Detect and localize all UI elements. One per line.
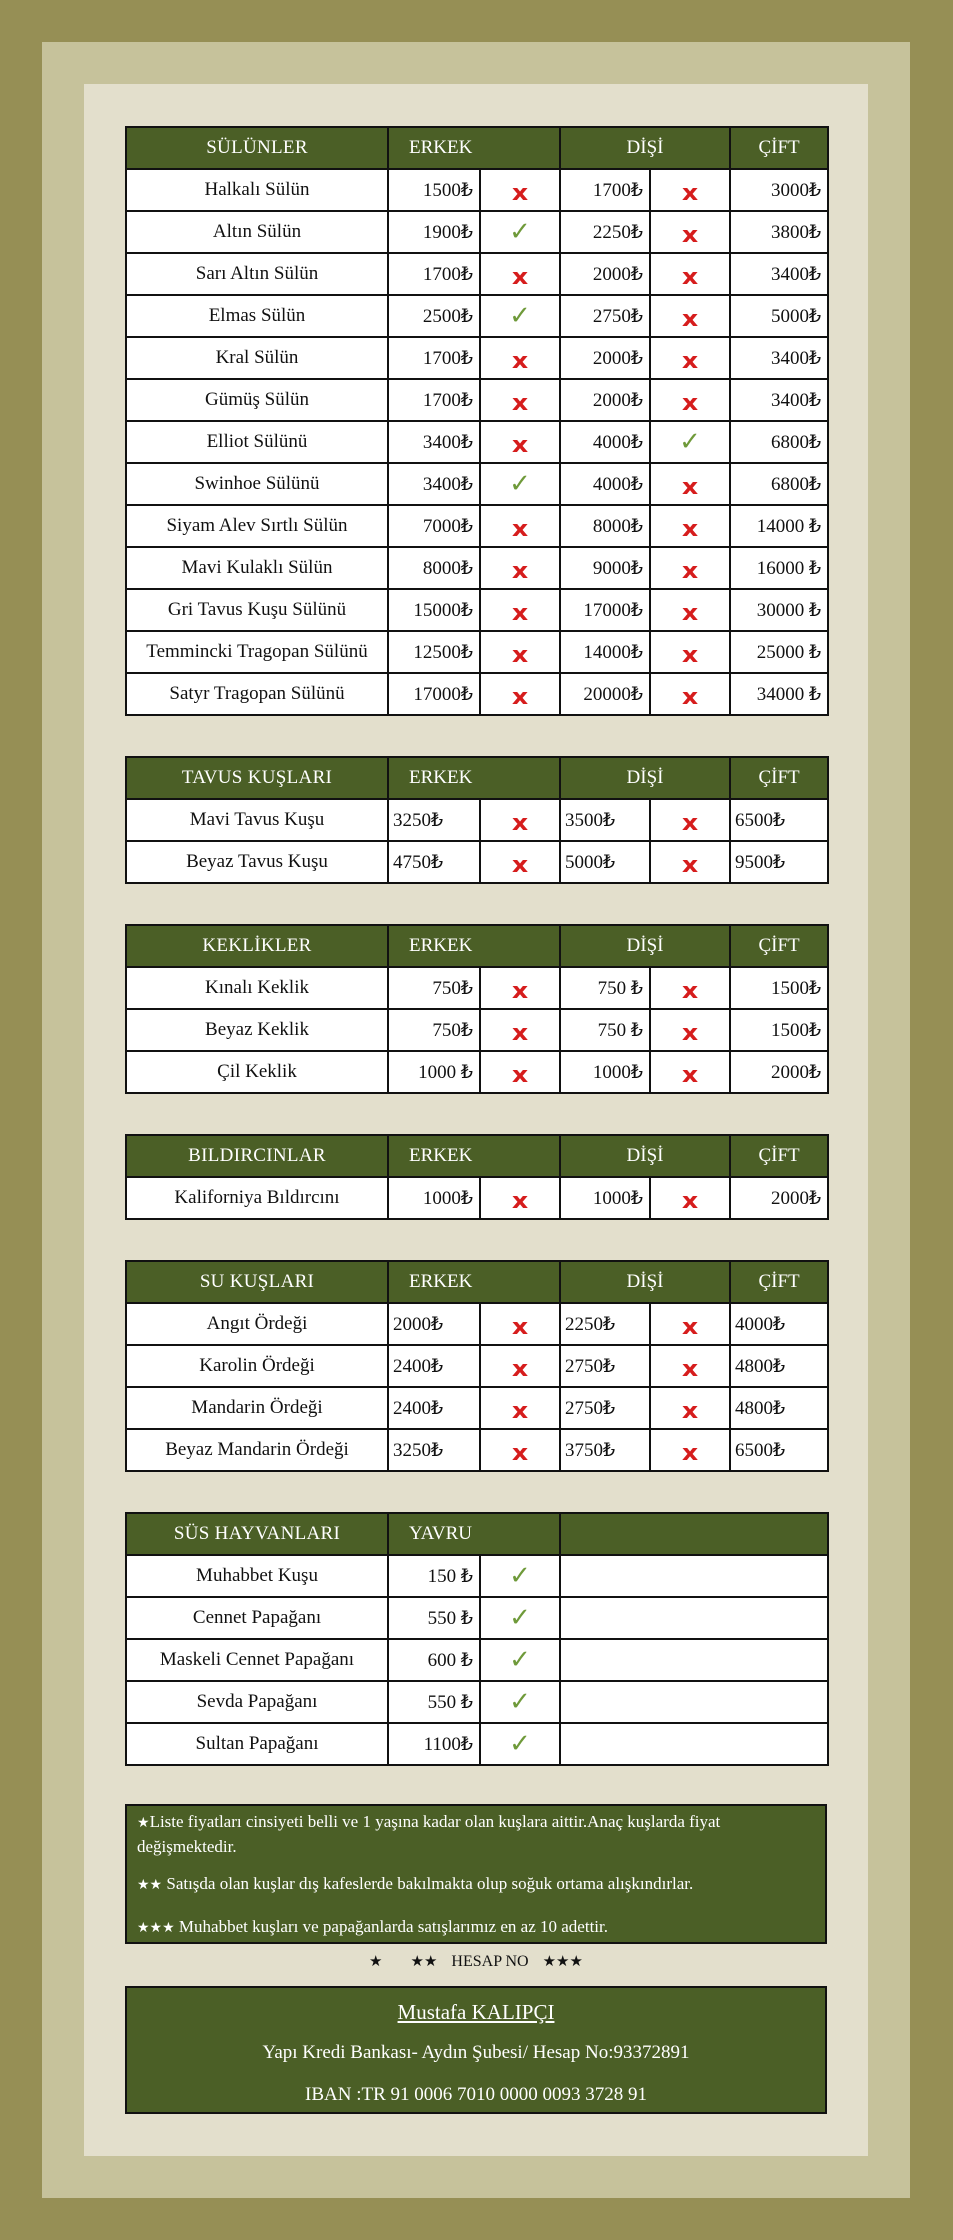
erkek-price: 2000₺ <box>388 1303 480 1345</box>
bird-name: Satyr Tragopan Sülünü <box>126 673 388 715</box>
check-icon: ✓ <box>509 1687 531 1717</box>
yavru-price: 1100₺ <box>388 1723 480 1765</box>
table-row <box>126 421 828 463</box>
erkek-price: 1500₺ <box>388 169 480 211</box>
cross-icon: x <box>511 348 529 374</box>
disi-header: DİŞİ <box>560 757 730 799</box>
erkek-header: ERKEK <box>388 1135 560 1177</box>
cross-icon: x <box>511 852 529 878</box>
disi-header: DİŞİ <box>560 1135 730 1177</box>
table-row <box>126 547 828 589</box>
availability-cell <box>480 169 560 211</box>
bird-name: Temmincki Tragopan Sülünü <box>126 631 388 673</box>
pet-name: Muhabbet Kuşu <box>126 1555 388 1597</box>
availability-cell <box>650 1345 730 1387</box>
availability-cell <box>650 421 730 463</box>
cross-icon: x <box>511 390 529 416</box>
availability-cell <box>480 253 560 295</box>
availability-cell <box>650 1177 730 1219</box>
cross-icon: x <box>511 180 529 206</box>
table-row <box>126 337 828 379</box>
erkek-price: 1000₺ <box>388 1177 480 1219</box>
table-row <box>126 1723 828 1765</box>
bird-name: Gümüş Sülün <box>126 379 388 421</box>
availability-cell <box>650 337 730 379</box>
erkek-price: 7000₺ <box>388 505 480 547</box>
availability-cell <box>650 673 730 715</box>
cross-icon: x <box>511 684 529 710</box>
two-stars-icon: ★★ <box>137 1877 163 1893</box>
cift-header: ÇİFT <box>730 127 828 169</box>
check-icon: ✓ <box>509 1729 531 1759</box>
cift-price: 6800₺ <box>730 421 828 463</box>
availability-cell <box>650 547 730 589</box>
availability-cell <box>480 211 560 253</box>
section-title: SÜLÜNLER <box>126 127 388 169</box>
check-icon: ✓ <box>679 427 701 457</box>
table-row <box>126 463 828 505</box>
availability-cell <box>480 967 560 1009</box>
erkek-price: 2400₺ <box>388 1387 480 1429</box>
bird-name: Beyaz Tavus Kuşu <box>126 841 388 883</box>
yavru-price: 600 ₺ <box>388 1639 480 1681</box>
yavru-price: 550 ₺ <box>388 1681 480 1723</box>
disi-price: 2000₺ <box>560 379 650 421</box>
bird-name: Siyam Alev Sırtlı Sülün <box>126 505 388 547</box>
disi-price: 2000₺ <box>560 337 650 379</box>
availability-cell <box>650 253 730 295</box>
availability-cell <box>650 1009 730 1051</box>
cross-icon: x <box>681 1440 699 1466</box>
bird-name: Kaliforniya Bıldırcını <box>126 1177 388 1219</box>
erkek-price: 4750₺ <box>388 841 480 883</box>
cift-price: 6500₺ <box>730 799 828 841</box>
availability-cell <box>480 799 560 841</box>
star-icon: ★ <box>369 1952 383 1970</box>
cross-icon: x <box>511 432 529 458</box>
cross-icon: x <box>511 1314 529 1340</box>
cift-price: 3800₺ <box>730 211 828 253</box>
availability-cell <box>650 211 730 253</box>
disi-price: 2250₺ <box>560 211 650 253</box>
empty-cell <box>560 1681 828 1723</box>
bird-name: Çil Keklik <box>126 1051 388 1093</box>
availability-cell <box>480 337 560 379</box>
table-row <box>126 505 828 547</box>
price-table <box>125 1134 829 1220</box>
check-icon: ✓ <box>509 1603 531 1633</box>
availability-cell <box>480 1051 560 1093</box>
table-header <box>126 1513 828 1555</box>
bird-name: Beyaz Keklik <box>126 1009 388 1051</box>
table-row <box>126 673 828 715</box>
erkek-price: 1700₺ <box>388 253 480 295</box>
three-stars-icon: ★★★ <box>137 1920 175 1936</box>
bird-name: Sarı Altın Sülün <box>126 253 388 295</box>
disi-price: 9000₺ <box>560 547 650 589</box>
cross-icon: x <box>681 516 699 542</box>
cross-icon: x <box>681 810 699 836</box>
cift-price: 14000 ₺ <box>730 505 828 547</box>
disi-price: 5000₺ <box>560 841 650 883</box>
disi-price: 750 ₺ <box>560 967 650 1009</box>
cross-icon: x <box>681 600 699 626</box>
check-icon: ✓ <box>509 217 531 247</box>
disi-price: 2750₺ <box>560 295 650 337</box>
cross-icon: x <box>511 642 529 668</box>
disi-price: 4000₺ <box>560 421 650 463</box>
disi-header: DİŞİ <box>560 925 730 967</box>
disi-price: 2000₺ <box>560 253 650 295</box>
cross-icon: x <box>681 348 699 374</box>
price-table <box>125 924 829 1094</box>
cift-price: 1500₺ <box>730 967 828 1009</box>
table-row <box>126 589 828 631</box>
availability-cell <box>650 463 730 505</box>
cross-icon: x <box>681 1062 699 1088</box>
bird-name: Halkalı Sülün <box>126 169 388 211</box>
section-title: BILDIRCINLAR <box>126 1135 388 1177</box>
disi-price: 2250₺ <box>560 1303 650 1345</box>
erkek-price: 750₺ <box>388 967 480 1009</box>
check-icon: ✓ <box>509 1645 531 1675</box>
star-icon: ★ <box>137 1815 150 1831</box>
table-row <box>126 1429 828 1471</box>
bird-name: Mavi Kulaklı Sülün <box>126 547 388 589</box>
note-3: ★★★ Muhabbet kuşları ve papağanlarda satışlarımız en az 10 adettir. <box>137 1917 608 1936</box>
cift-price: 4800₺ <box>730 1345 828 1387</box>
availability-cell <box>650 799 730 841</box>
cross-icon: x <box>681 684 699 710</box>
table-row <box>126 169 828 211</box>
availability-cell <box>480 1723 560 1765</box>
erkek-price: 3250₺ <box>388 799 480 841</box>
bird-name: Altın Sülün <box>126 211 388 253</box>
availability-cell <box>650 1051 730 1093</box>
bird-name: Kınalı Keklik <box>126 967 388 1009</box>
cross-icon: x <box>681 1398 699 1424</box>
price-table <box>125 126 829 716</box>
cross-icon: x <box>511 558 529 584</box>
bird-name: Karolin Ördeği <box>126 1345 388 1387</box>
disi-price: 2750₺ <box>560 1387 650 1429</box>
table-row <box>126 295 828 337</box>
disi-price: 17000₺ <box>560 589 650 631</box>
cift-price: 2000₺ <box>730 1051 828 1093</box>
price-table <box>125 1512 829 1766</box>
erkek-price: 3250₺ <box>388 1429 480 1471</box>
table-row <box>126 1387 828 1429</box>
empty-header <box>560 1513 828 1555</box>
table-header <box>126 1261 828 1303</box>
availability-cell <box>650 967 730 1009</box>
iban: IBAN :TR 91 0006 7010 0000 0093 3728 91 <box>305 2084 647 2105</box>
bird-name: Mandarin Ördeği <box>126 1387 388 1429</box>
availability-cell <box>480 547 560 589</box>
empty-cell <box>560 1597 828 1639</box>
cift-header: ÇİFT <box>730 1261 828 1303</box>
bird-name: Mavi Tavus Kuşu <box>126 799 388 841</box>
cift-price: 3400₺ <box>730 253 828 295</box>
cross-icon: x <box>511 978 529 1004</box>
erkek-header: ERKEK <box>388 1261 560 1303</box>
cross-icon: x <box>511 1356 529 1382</box>
erkek-header: ERKEK <box>388 925 560 967</box>
table-row <box>126 967 828 1009</box>
cross-icon: x <box>681 1356 699 1382</box>
erkek-price: 1000 ₺ <box>388 1051 480 1093</box>
price-table <box>125 1260 829 1472</box>
table-row <box>126 1681 828 1723</box>
disi-price: 3750₺ <box>560 1429 650 1471</box>
availability-cell <box>480 1429 560 1471</box>
availability-cell <box>650 1429 730 1471</box>
price-table <box>125 756 829 884</box>
yavru-header: YAVRU <box>388 1513 560 1555</box>
erkek-price: 12500₺ <box>388 631 480 673</box>
cift-price: 4000₺ <box>730 1303 828 1345</box>
disi-header: DİŞİ <box>560 127 730 169</box>
erkek-price: 2400₺ <box>388 1345 480 1387</box>
cift-price: 6800₺ <box>730 463 828 505</box>
owner-name: Mustafa KALIPÇI <box>397 2000 555 2024</box>
availability-cell <box>480 1177 560 1219</box>
cift-header: ÇİFT <box>730 757 828 799</box>
disi-price: 3500₺ <box>560 799 650 841</box>
bank-account: Yapı Kredi Bankası- Aydın Şubesi/ Hesap No:93372891 <box>262 2042 690 2063</box>
erkek-price: 3400₺ <box>388 421 480 463</box>
availability-cell <box>650 1387 730 1429</box>
availability-cell <box>480 589 560 631</box>
table-row <box>126 841 828 883</box>
cift-price: 2000₺ <box>730 1177 828 1219</box>
table-row <box>126 631 828 673</box>
cross-icon: x <box>511 264 529 290</box>
availability-cell <box>650 841 730 883</box>
table-header <box>126 925 828 967</box>
bird-name: Swinhoe Sülünü <box>126 463 388 505</box>
erkek-price: 2500₺ <box>388 295 480 337</box>
table-row <box>126 1597 828 1639</box>
availability-cell <box>650 379 730 421</box>
cross-icon: x <box>681 852 699 878</box>
note-2: ★★ Satışda olan kuşlar dış kafeslerde bakılmakta olup soğuk ortama alışkındırlar. <box>137 1874 694 1893</box>
availability-cell <box>650 589 730 631</box>
table-row <box>126 1009 828 1051</box>
check-icon: ✓ <box>509 469 531 499</box>
availability-cell <box>480 673 560 715</box>
cross-icon: x <box>681 390 699 416</box>
availability-cell <box>480 421 560 463</box>
cift-price: 3000₺ <box>730 169 828 211</box>
availability-cell <box>650 169 730 211</box>
cross-icon: x <box>511 1440 529 1466</box>
cross-icon: x <box>681 978 699 1004</box>
section-title: TAVUS KUŞLARI <box>126 757 388 799</box>
bird-name: Kral Sülün <box>126 337 388 379</box>
empty-cell <box>560 1555 828 1597</box>
disi-price: 14000₺ <box>560 631 650 673</box>
cross-icon: x <box>511 600 529 626</box>
cross-icon: x <box>681 474 699 500</box>
table-header <box>126 757 828 799</box>
erkek-price: 17000₺ <box>388 673 480 715</box>
availability-cell <box>480 463 560 505</box>
cross-icon: x <box>511 810 529 836</box>
bird-name: Elliot Sülünü <box>126 421 388 463</box>
disi-price: 1000₺ <box>560 1177 650 1219</box>
check-icon: ✓ <box>509 301 531 331</box>
pet-name: Maskeli Cennet Papağanı <box>126 1639 388 1681</box>
cross-icon: x <box>681 1188 699 1214</box>
cross-icon: x <box>681 1314 699 1340</box>
table-row <box>126 211 828 253</box>
table-row <box>126 379 828 421</box>
table-row <box>126 253 828 295</box>
pet-name: Cennet Papağanı <box>126 1597 388 1639</box>
three-stars-icon: ★★★ <box>542 1952 583 1970</box>
yavru-price: 150 ₺ <box>388 1555 480 1597</box>
table-row <box>126 1051 828 1093</box>
erkek-price: 750₺ <box>388 1009 480 1051</box>
note-1: ★Liste fiyatları cinsiyeti belli ve 1 yaşına kadar olan kuşlara aittir.Anaç kuşlarda fiyat değişmektedir. <box>137 1812 721 1856</box>
table-row <box>126 1639 828 1681</box>
availability-cell <box>480 631 560 673</box>
pet-name: Sevda Papağanı <box>126 1681 388 1723</box>
cift-header: ÇİFT <box>730 1135 828 1177</box>
notes-box <box>125 1804 827 1944</box>
erkek-price: 1900₺ <box>388 211 480 253</box>
table-row <box>126 1345 828 1387</box>
section-title: KEKLİKLER <box>126 925 388 967</box>
erkek-header: ERKEK <box>388 757 560 799</box>
cift-price: 3400₺ <box>730 337 828 379</box>
availability-cell <box>480 1345 560 1387</box>
cross-icon: x <box>681 1020 699 1046</box>
availability-cell <box>480 1555 560 1597</box>
cross-icon: x <box>681 642 699 668</box>
table-header <box>126 127 828 169</box>
bird-name: Beyaz Mandarin Ördeği <box>126 1429 388 1471</box>
disi-header: DİŞİ <box>560 1261 730 1303</box>
availability-cell <box>650 505 730 547</box>
table-header <box>126 1135 828 1177</box>
disi-price: 1700₺ <box>560 169 650 211</box>
cross-icon: x <box>681 264 699 290</box>
table-row <box>126 799 828 841</box>
availability-cell <box>650 631 730 673</box>
availability-cell <box>480 295 560 337</box>
availability-cell <box>650 295 730 337</box>
cross-icon: x <box>511 1188 529 1214</box>
cross-icon: x <box>511 1020 529 1046</box>
hesap-label: HESAP NO <box>451 1953 529 1970</box>
disi-price: 2750₺ <box>560 1345 650 1387</box>
availability-cell <box>480 1303 560 1345</box>
cross-icon: x <box>511 1062 529 1088</box>
availability-cell <box>480 379 560 421</box>
disi-price: 4000₺ <box>560 463 650 505</box>
cift-price: 6500₺ <box>730 1429 828 1471</box>
availability-cell <box>480 1009 560 1051</box>
bird-name: Angıt Ördeği <box>126 1303 388 1345</box>
bird-name: Gri Tavus Kuşu Sülünü <box>126 589 388 631</box>
cift-price: 9500₺ <box>730 841 828 883</box>
erkek-price: 8000₺ <box>388 547 480 589</box>
cift-price: 16000 ₺ <box>730 547 828 589</box>
cift-price: 34000 ₺ <box>730 673 828 715</box>
disi-price: 8000₺ <box>560 505 650 547</box>
section-title: SU KUŞLARI <box>126 1261 388 1303</box>
cift-price: 3400₺ <box>730 379 828 421</box>
erkek-header: ERKEK <box>388 127 560 169</box>
cift-header: ÇİFT <box>730 925 828 967</box>
pet-name: Sultan Papağanı <box>126 1723 388 1765</box>
availability-cell <box>650 1303 730 1345</box>
cift-price: 5000₺ <box>730 295 828 337</box>
availability-cell <box>480 1387 560 1429</box>
cross-icon: x <box>511 1398 529 1424</box>
erkek-price: 15000₺ <box>388 589 480 631</box>
cross-icon: x <box>511 516 529 542</box>
table-row <box>126 1555 828 1597</box>
cross-icon: x <box>681 180 699 206</box>
erkek-price: 1700₺ <box>388 379 480 421</box>
cift-price: 1500₺ <box>730 1009 828 1051</box>
disi-price: 1000₺ <box>560 1051 650 1093</box>
empty-cell <box>560 1723 828 1765</box>
bird-name: Elmas Sülün <box>126 295 388 337</box>
hesap-line <box>125 1952 827 1971</box>
two-stars-icon: ★★ <box>410 1952 438 1970</box>
cross-icon: x <box>681 222 699 248</box>
check-icon: ✓ <box>509 1561 531 1591</box>
cift-price: 4800₺ <box>730 1387 828 1429</box>
yavru-price: 550 ₺ <box>388 1597 480 1639</box>
availability-cell <box>480 505 560 547</box>
erkek-price: 3400₺ <box>388 463 480 505</box>
availability-cell <box>480 1639 560 1681</box>
availability-cell <box>480 1681 560 1723</box>
availability-cell <box>480 841 560 883</box>
section-title: SÜS HAYVANLARI <box>126 1513 388 1555</box>
table-row <box>126 1303 828 1345</box>
erkek-price: 1700₺ <box>388 337 480 379</box>
cift-price: 30000 ₺ <box>730 589 828 631</box>
table-row <box>126 1177 828 1219</box>
bank-box <box>125 1986 827 2114</box>
cross-icon: x <box>681 558 699 584</box>
availability-cell <box>480 1597 560 1639</box>
cross-icon: x <box>681 306 699 332</box>
disi-price: 750 ₺ <box>560 1009 650 1051</box>
empty-cell <box>560 1639 828 1681</box>
disi-price: 20000₺ <box>560 673 650 715</box>
cift-price: 25000 ₺ <box>730 631 828 673</box>
